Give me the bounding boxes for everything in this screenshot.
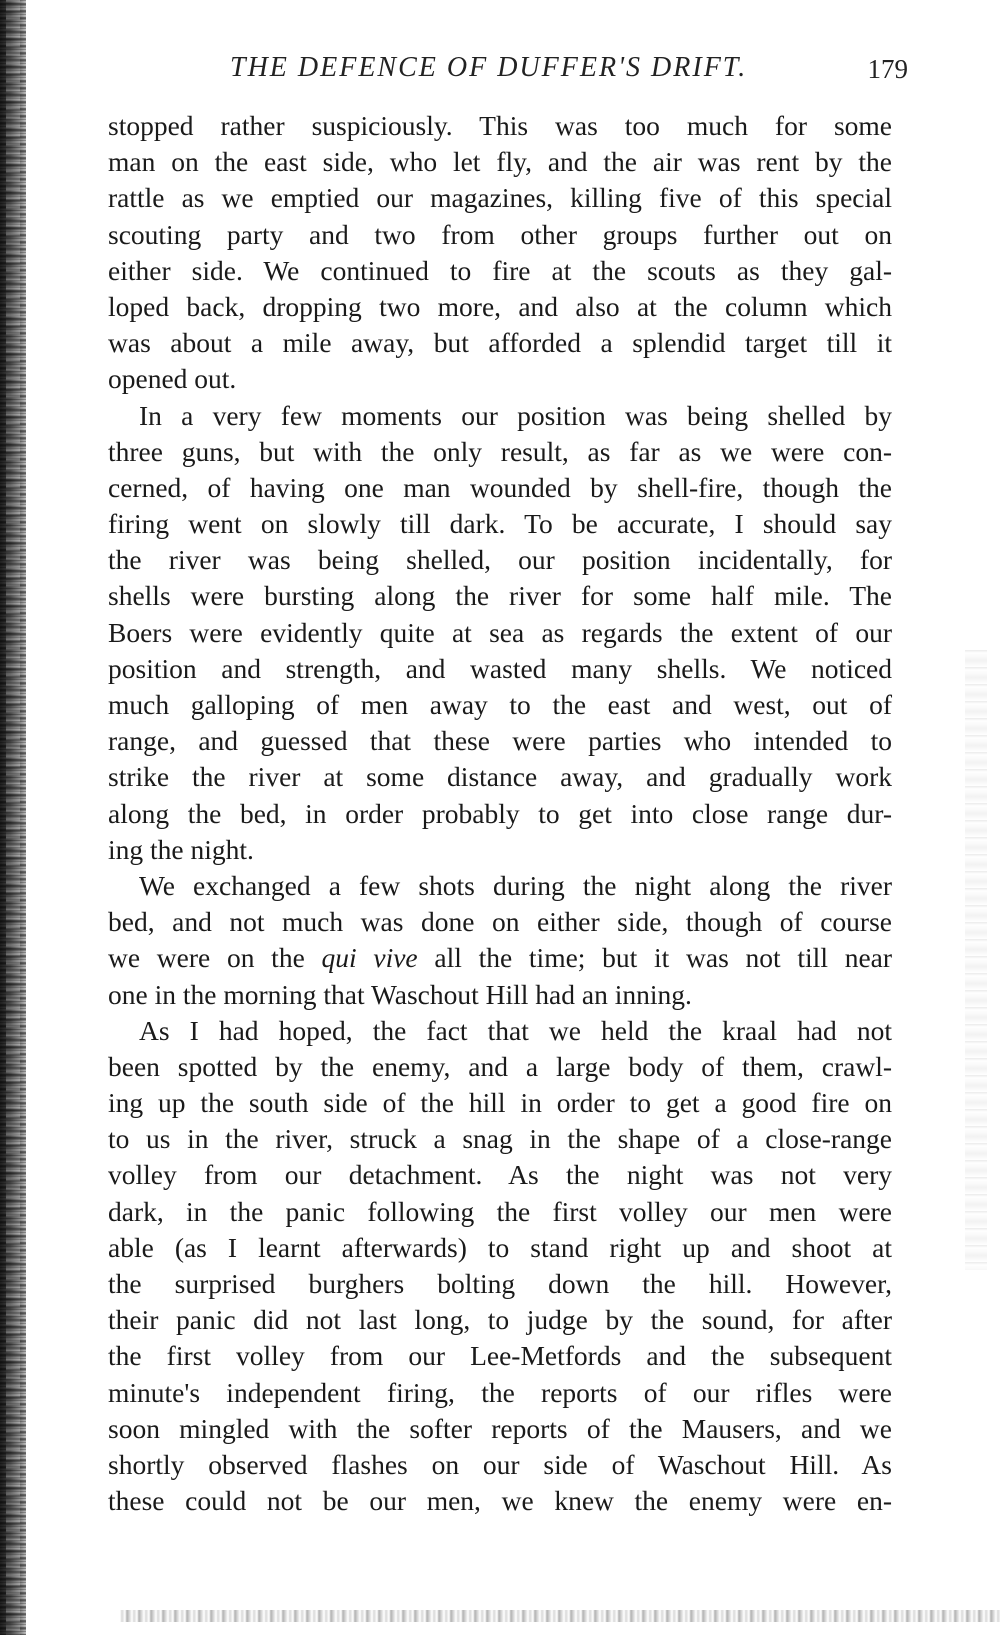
text-line: able (as I learnt afterwards) to stand right up and shoot at bbox=[108, 1231, 892, 1263]
text-line: to us in the river, struck a snag in the shape of a close-range bbox=[108, 1123, 892, 1155]
text-segment: we were on the bbox=[108, 942, 322, 974]
scan-margin-speckle bbox=[965, 650, 987, 1270]
text-line: rattle as we emptied our magazines, killing five of this special bbox=[108, 182, 892, 214]
running-title: THE DEFENCE OF DUFFER'S DRIFT. bbox=[230, 52, 748, 83]
text-line: ing up the south side of the hill in order to get a good fire on bbox=[108, 1087, 892, 1119]
text-line: the surprised burghers bolting down the hill. However, bbox=[108, 1268, 892, 1299]
text-line: As I had hoped, the fact that we held the kraal had not bbox=[139, 1014, 892, 1046]
text-line: the first volley from our Lee-Metfords and the subsequent bbox=[108, 1340, 892, 1372]
text-line: loped back, dropping two more, and also at the column which bbox=[108, 290, 892, 322]
text-line: In a very few moments our position was being shelled by bbox=[139, 399, 892, 431]
paragraph-2 bbox=[108, 398, 892, 868]
text-line: range, and guessed that these were parties who intended to bbox=[108, 725, 892, 757]
text-line: ing the night. bbox=[108, 833, 254, 865]
paragraph-1 bbox=[108, 108, 892, 398]
text-line: minute's independent firing, the reports of our rifles were bbox=[108, 1376, 892, 1408]
text-line: position and strength, and wasted many shells. We noticed bbox=[108, 652, 892, 684]
text-line: the river was being shelled, our position incidentally, for bbox=[108, 544, 892, 576]
italic-phrase: qui vive bbox=[321, 942, 418, 974]
paragraph-4 bbox=[108, 1013, 892, 1520]
text-line: was about a mile away, but afforded a splendid target till it bbox=[108, 327, 892, 359]
text-line: these could not be our men, we knew the enemy were en- bbox=[108, 1485, 892, 1517]
text-line: firing went on slowly till dark. To be accurate, I should say bbox=[108, 508, 892, 540]
text-segment: all the time; but it was not till near bbox=[417, 942, 893, 974]
text-line: scouting party and two from other groups further out on bbox=[108, 218, 892, 250]
text-line: dark, in the panic following the first volley our men were bbox=[108, 1195, 892, 1227]
text-line: one in the morning that Waschout Hill had an inning. bbox=[108, 978, 692, 1010]
text-line: shells were bursting along the river for some half mile. The bbox=[108, 580, 892, 612]
running-header bbox=[108, 50, 908, 90]
page-number: 179 bbox=[867, 54, 908, 84]
text-line: cerned, of having one man wounded by shell-fire, though the bbox=[108, 471, 892, 503]
text-line: much galloping of men away to the east and west, out of bbox=[108, 689, 892, 720]
body-text bbox=[108, 108, 892, 1519]
text-line-with-italic bbox=[108, 940, 892, 976]
text-line: shortly observed flashes on our side of Waschout Hill. As bbox=[108, 1448, 892, 1480]
text-line: three guns, but with the only result, as far as we were con- bbox=[108, 435, 892, 467]
scan-bottom-noise bbox=[120, 1610, 1000, 1622]
text-line: either side. We continued to fire at the scouts as they gal- bbox=[108, 254, 892, 286]
text-line: their panic did not last long, to judge by the sound, for after bbox=[108, 1304, 892, 1336]
text-line: bed, and not much was done on either side, though of course bbox=[108, 906, 892, 938]
text-line: We exchanged a few shots during the night along the river bbox=[139, 869, 892, 901]
text-line: opened out. bbox=[108, 363, 237, 395]
text-line: volley from our detachment. As the night was not very bbox=[108, 1159, 892, 1191]
scan-binding-edge bbox=[0, 0, 26, 1635]
paragraph-3 bbox=[108, 868, 892, 1013]
text-line: soon mingled with the softer reports of the Mausers, and we bbox=[108, 1412, 892, 1444]
text-line: Boers were evidently quite at sea as regards the extent of our bbox=[108, 616, 892, 648]
text-line: strike the river at some distance away, and gradually work bbox=[108, 761, 892, 793]
text-line: along the bed, in order probably to get into close range dur- bbox=[108, 797, 892, 829]
text-line: man on the east side, who let fly, and the air was rent by the bbox=[108, 146, 892, 178]
text-line: been spotted by the enemy, and a large body of them, crawl- bbox=[108, 1050, 892, 1082]
text-line: stopped rather suspiciously. This was too much for some bbox=[108, 110, 892, 141]
